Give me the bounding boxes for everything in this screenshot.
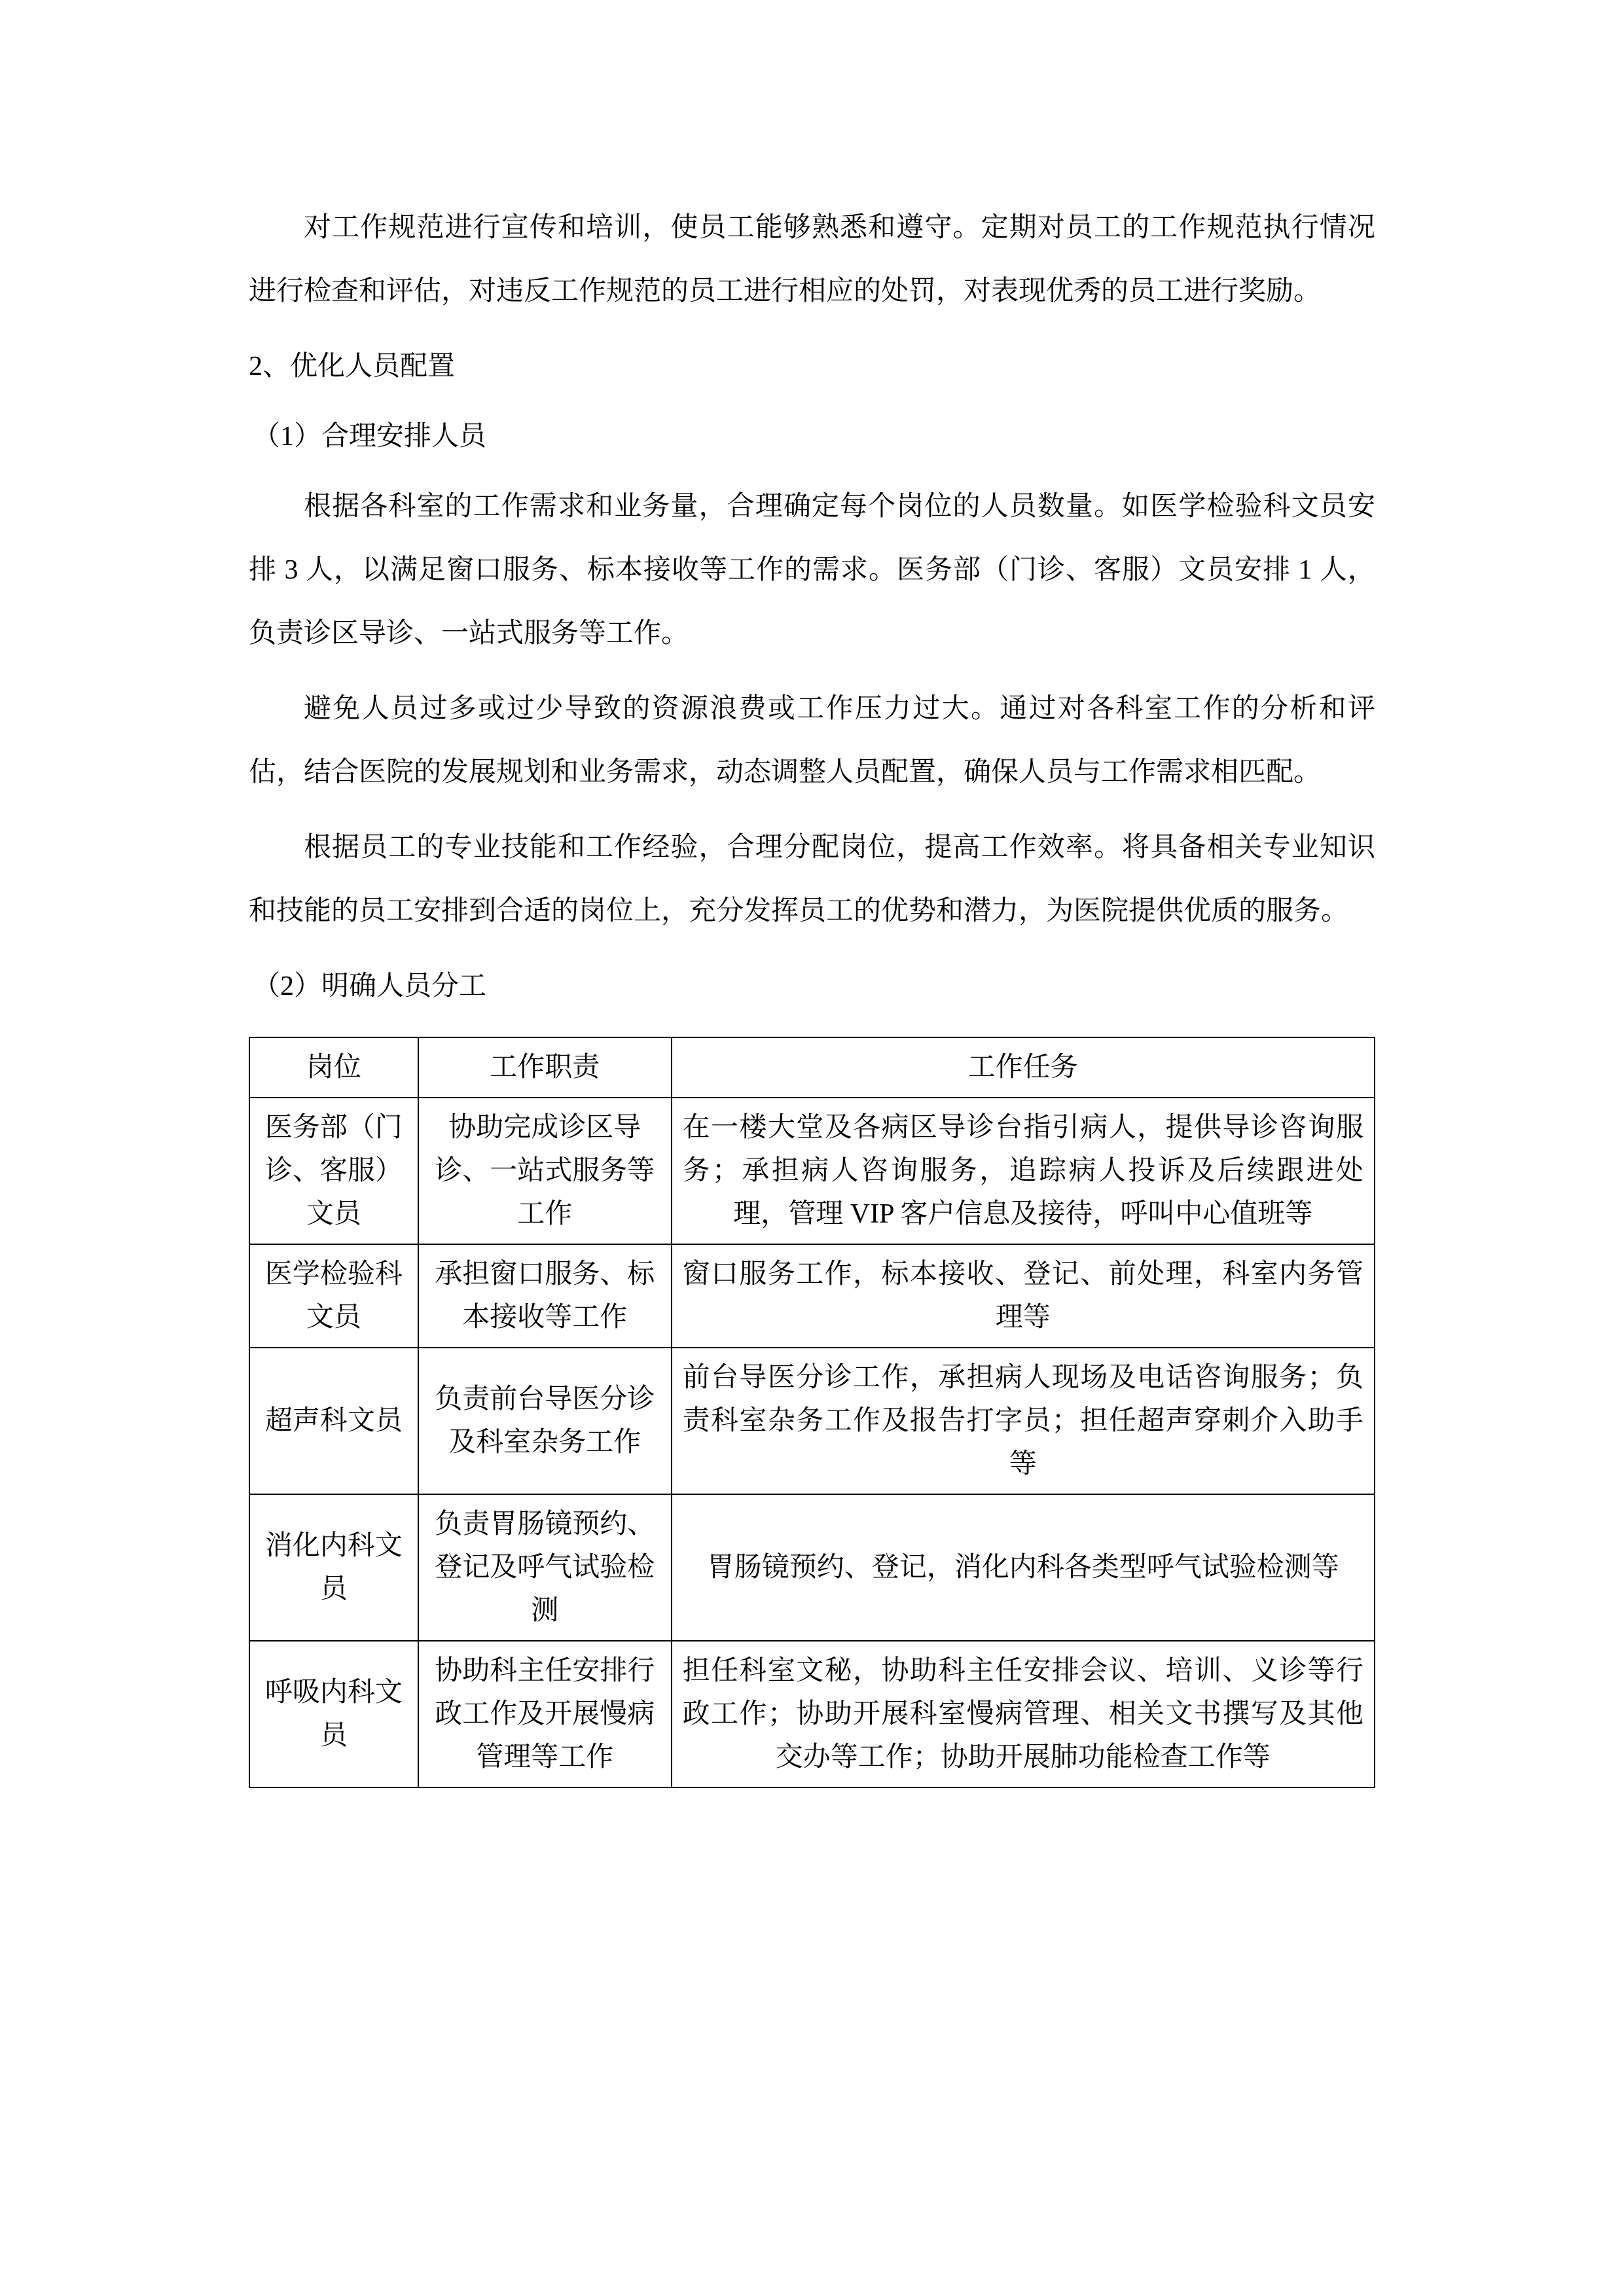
cell-duty: 承担窗口服务、标本接收等工作: [418, 1244, 672, 1348]
table-row: [249, 1494, 1375, 1641]
table-header-row: [249, 1037, 1375, 1098]
cell-position: 医务部（门诊、客服）文员: [249, 1098, 418, 1244]
paragraph-work-standards: 对工作规范进行宣传和培训，使员工能够熟悉和遵守。定期对员工的工作规范执行情况进行检查和评估，对违反工作规范的员工进行相应的处罚，对表现优秀的员工进行奖励。: [249, 213, 1375, 306]
cell-duty: 协助完成诊区导诊、一站式服务等工作: [418, 1098, 672, 1244]
header-tasks: 工作任务: [672, 1037, 1375, 1098]
cell-tasks: 在一楼大堂及各病区导诊台指引病人，提供导诊咨询服务；承担病人咨询服务，追踪病人投诉及后续跟进处理，管理 VIP 客户信息及接待，呼叫中心值班等: [672, 1098, 1375, 1244]
cell-position: 呼吸内科文员: [249, 1641, 418, 1787]
subheading-reasonable-arrangement: （1）合理安排人员: [253, 422, 487, 452]
cell-tasks: 前台导医分诊工作，承担病人现场及电话咨询服务；负责科室杂务工作及报告打字员；担任超声穿刺介入助手等: [672, 1348, 1375, 1494]
subheading-clear-division: （2）明确人员分工: [253, 971, 487, 1001]
cell-position: 超声科文员: [249, 1348, 418, 1494]
cell-position: 医学检验科文员: [249, 1244, 418, 1348]
cell-duty: 负责胃肠镜预约、登记及呼气试验检测: [418, 1494, 672, 1641]
cell-duty: 负责前台导医分诊及科室杂务工作: [418, 1348, 672, 1494]
table-row: [249, 1244, 1375, 1348]
staff-division-table: [249, 1037, 1375, 1788]
paragraph-staff-quantity: 根据各科室的工作需求和业务量，合理确定每个岗位的人员数量。如医学检验科文员安排 3 人，以满足窗口服务、标本接收等工作的需求。医务部（门诊、客服）文员安排 1 人，负责诊区导诊、一站式服务等工作。: [249, 492, 1375, 649]
paragraph-skill-assignment: 根据员工的专业技能和工作经验，合理分配岗位，提高工作效率。将具备相关专业知识和技能的员工安排到合适的岗位上，充分发挥员工的优势和潜力，为医院提供优质的服务。: [249, 833, 1375, 926]
header-duty: 工作职责: [418, 1037, 672, 1098]
heading-optimize-staffing: 2、优化人员配置: [249, 351, 456, 382]
cell-tasks: 窗口服务工作，标本接收、登记、前处理，科室内务管理等: [672, 1244, 1375, 1348]
cell-tasks: 胃肠镜预约、登记，消化内科各类型呼气试验检测等: [672, 1494, 1375, 1641]
table-row: [249, 1641, 1375, 1787]
header-position: 岗位: [249, 1037, 418, 1098]
cell-duty: 协助科主任安排行政工作及开展慢病管理等工作: [418, 1641, 672, 1787]
paragraph-avoid-waste: 避免人员过多或过少导致的资源浪费或工作压力过大。通过对各科室工作的分析和评估，结合医院的发展规划和业务需求，动态调整人员配置，确保人员与工作需求相匹配。: [249, 694, 1375, 787]
table-row: [249, 1348, 1375, 1494]
table-row: [249, 1098, 1375, 1244]
cell-position: 消化内科文员: [249, 1494, 418, 1641]
cell-tasks: 担任科室文秘，协助科主任安排会议、培训、义诊等行政工作；协助开展科室慢病管理、相关文书撰写及其他交办等工作；协助开展肺功能检查工作等: [672, 1641, 1375, 1787]
